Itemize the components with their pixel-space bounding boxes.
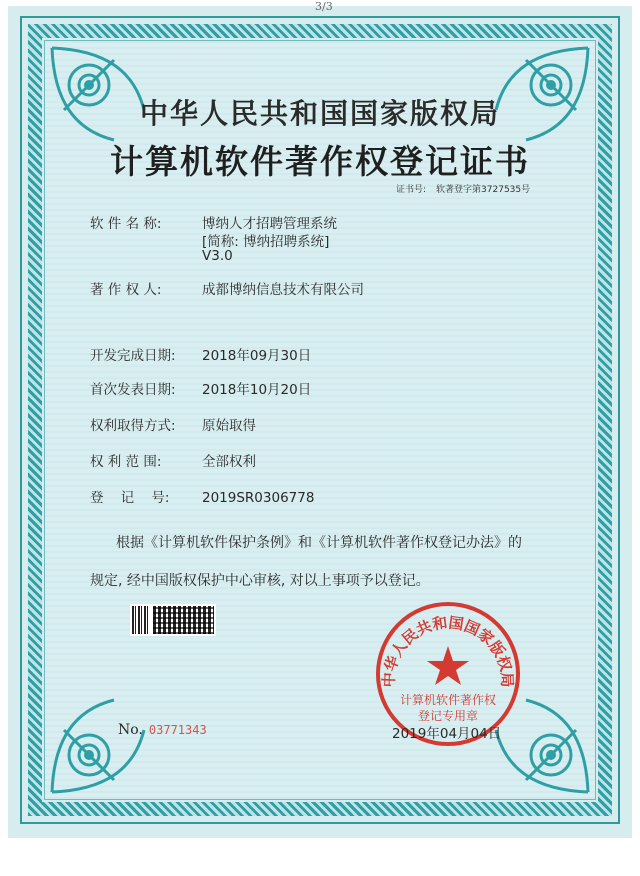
owner-label: 著 作 权 人: <box>90 282 162 298</box>
serial-label: No. <box>118 722 143 738</box>
rights-way-value: 原始取得 <box>202 418 256 434</box>
serial-number <box>118 722 207 738</box>
certificate-title: 计算机软件著作权登记证书 <box>110 142 530 181</box>
software-short-name: [简称: 博纳招聘系统] <box>202 234 330 250</box>
statement-line-1: 根据《计算机软件保护条例》和《计算机软件著作权登记办法》的 <box>116 535 522 551</box>
owner-value: 成都博纳信息技术有限公司 <box>202 282 364 298</box>
reg-no-row <box>90 486 314 506</box>
seal-line-2: 登记专用章 <box>417 709 479 723</box>
cert-number-label: 证书号: <box>396 185 427 195</box>
statement-line-2: 规定, 经中国版权保护中心审核, 对以上事项予以登记。 <box>90 573 430 589</box>
reg-no-label: 登 记 号: <box>90 490 170 506</box>
first-pub-label: 首次发表日期: <box>90 382 176 398</box>
certificate-number <box>396 182 530 195</box>
barcode-image <box>130 604 216 636</box>
first-pub-row <box>90 378 311 398</box>
issuer-title: 中华人民共和国国家版权局 <box>139 97 500 130</box>
first-pub-value: 2018年10月20日 <box>202 382 312 398</box>
software-name-row <box>90 212 337 232</box>
dev-done-value: 2018年09月30日 <box>202 348 312 364</box>
handwritten-note: 3/3 <box>315 0 333 13</box>
qr-code-image <box>153 606 214 634</box>
serial-value: 03771343 <box>148 723 207 737</box>
rights-way-label: 权利取得方式: <box>90 418 176 434</box>
seal-line-1: 计算机软件著作权 <box>399 693 497 707</box>
dev-done-label: 开发完成日期: <box>90 348 176 364</box>
corner-ornament-icon <box>44 690 154 800</box>
seal-star-icon <box>427 646 469 685</box>
rights-scope-label: 权 利 范 围: <box>90 454 162 470</box>
seal-ring-text: 中华人民共和国国家版权局 <box>379 613 517 688</box>
rights-scope-row <box>90 450 256 470</box>
issue-date: 2019年04月04日 <box>392 726 502 742</box>
owner-row <box>90 278 364 298</box>
cert-number-value: 软著登字第3727535号 <box>436 185 531 195</box>
dev-done-row <box>90 344 311 364</box>
reg-no-value: 2019SR0306778 <box>202 490 315 506</box>
rights-way-row <box>90 414 256 434</box>
software-name-label: 软 件 名 称: <box>90 216 162 232</box>
software-name-value: 博纳人才招聘管理系统 <box>202 216 337 232</box>
barcode-bars <box>132 606 150 634</box>
rights-scope-value: 全部权利 <box>202 454 256 470</box>
software-version: V3.0 <box>202 248 233 264</box>
